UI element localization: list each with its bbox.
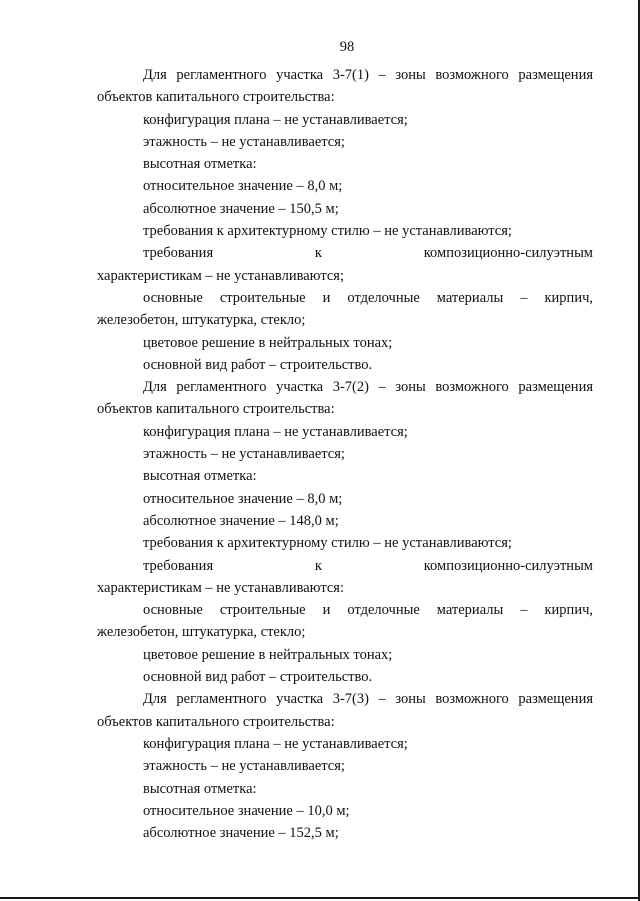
regulation-block-2 [97,376,593,688]
list-item: относительное значение – 8,0 м; [143,178,343,195]
list-item: высотная отметка: [143,468,257,485]
list-item: относительное значение – 10,0 м; [143,802,350,819]
list-item: этажность – не устанавливается; [143,133,345,150]
list-item: этажность – не устанавливается; [143,446,345,463]
paragraph-line: основные строительные и отделочные материалы – кирпич, [143,602,593,619]
regulation-block-3 [97,688,593,844]
paragraph-line: требования к композиционно-силуэтным [143,245,593,262]
paragraph-line: Для регламентного участка 3-7(3) – зоны возможного размещения [143,691,593,708]
paragraph-line: Для регламентного участка 3-7(1) – зоны возможного размещения [143,67,593,83]
paragraph-line: железобетон, штукатурка, стекло; [97,624,306,641]
list-item: высотная отметка: [143,780,257,797]
paragraph-line: Для регламентного участка 3-7(2) – зоны возможного размещения [143,379,593,396]
list-item: конфигурация плана – не устанавливается; [143,111,408,128]
list-item: основной вид работ – строительство. [143,356,373,373]
list-item: абсолютное значение – 150,5 м; [143,200,339,217]
list-item: высотная отметка: [143,156,257,173]
list-item: абсолютное значение – 152,5 м; [143,825,339,842]
list-item: конфигурация плана – не устанавливается; [143,423,408,440]
page-number: 98 [339,39,355,55]
list-item: требования к архитектурному стилю – не устанавливаются; [143,535,512,552]
document-body [97,64,593,844]
paragraph-line: объектов капитального строительства: [97,713,335,730]
paragraph-line: объектов капитального строительства: [97,401,335,418]
paragraph-line: характеристикам – не устанавливаются: [97,579,344,596]
list-item: относительное значение – 8,0 м; [143,490,343,507]
paragraph-line: требования к композиционно-силуэтным [143,557,593,574]
list-item: этажность – не устанавливается; [143,758,345,775]
paragraph-line: основные строительные и отделочные материалы – кирпич, [143,289,593,306]
paragraph-line: объектов капитального строительства: [97,89,335,106]
list-item: требования к архитектурному стилю – не устанавливаются; [143,223,512,240]
paragraph-line: железобетон, штукатурка, стекло; [97,312,306,329]
list-item: основной вид работ – строительство. [143,669,373,686]
regulation-block-1 [97,64,593,376]
list-item: цветовое решение в нейтральных тонах; [143,334,393,351]
list-item: цветовое решение в нейтральных тонах; [143,646,393,663]
scan-edge-bottom [0,897,640,899]
list-item: абсолютное значение – 148,0 м; [143,512,339,529]
paragraph-line: характеристикам – не устанавливаются; [97,267,344,284]
list-item: конфигурация плана – не устанавливается; [143,735,408,752]
